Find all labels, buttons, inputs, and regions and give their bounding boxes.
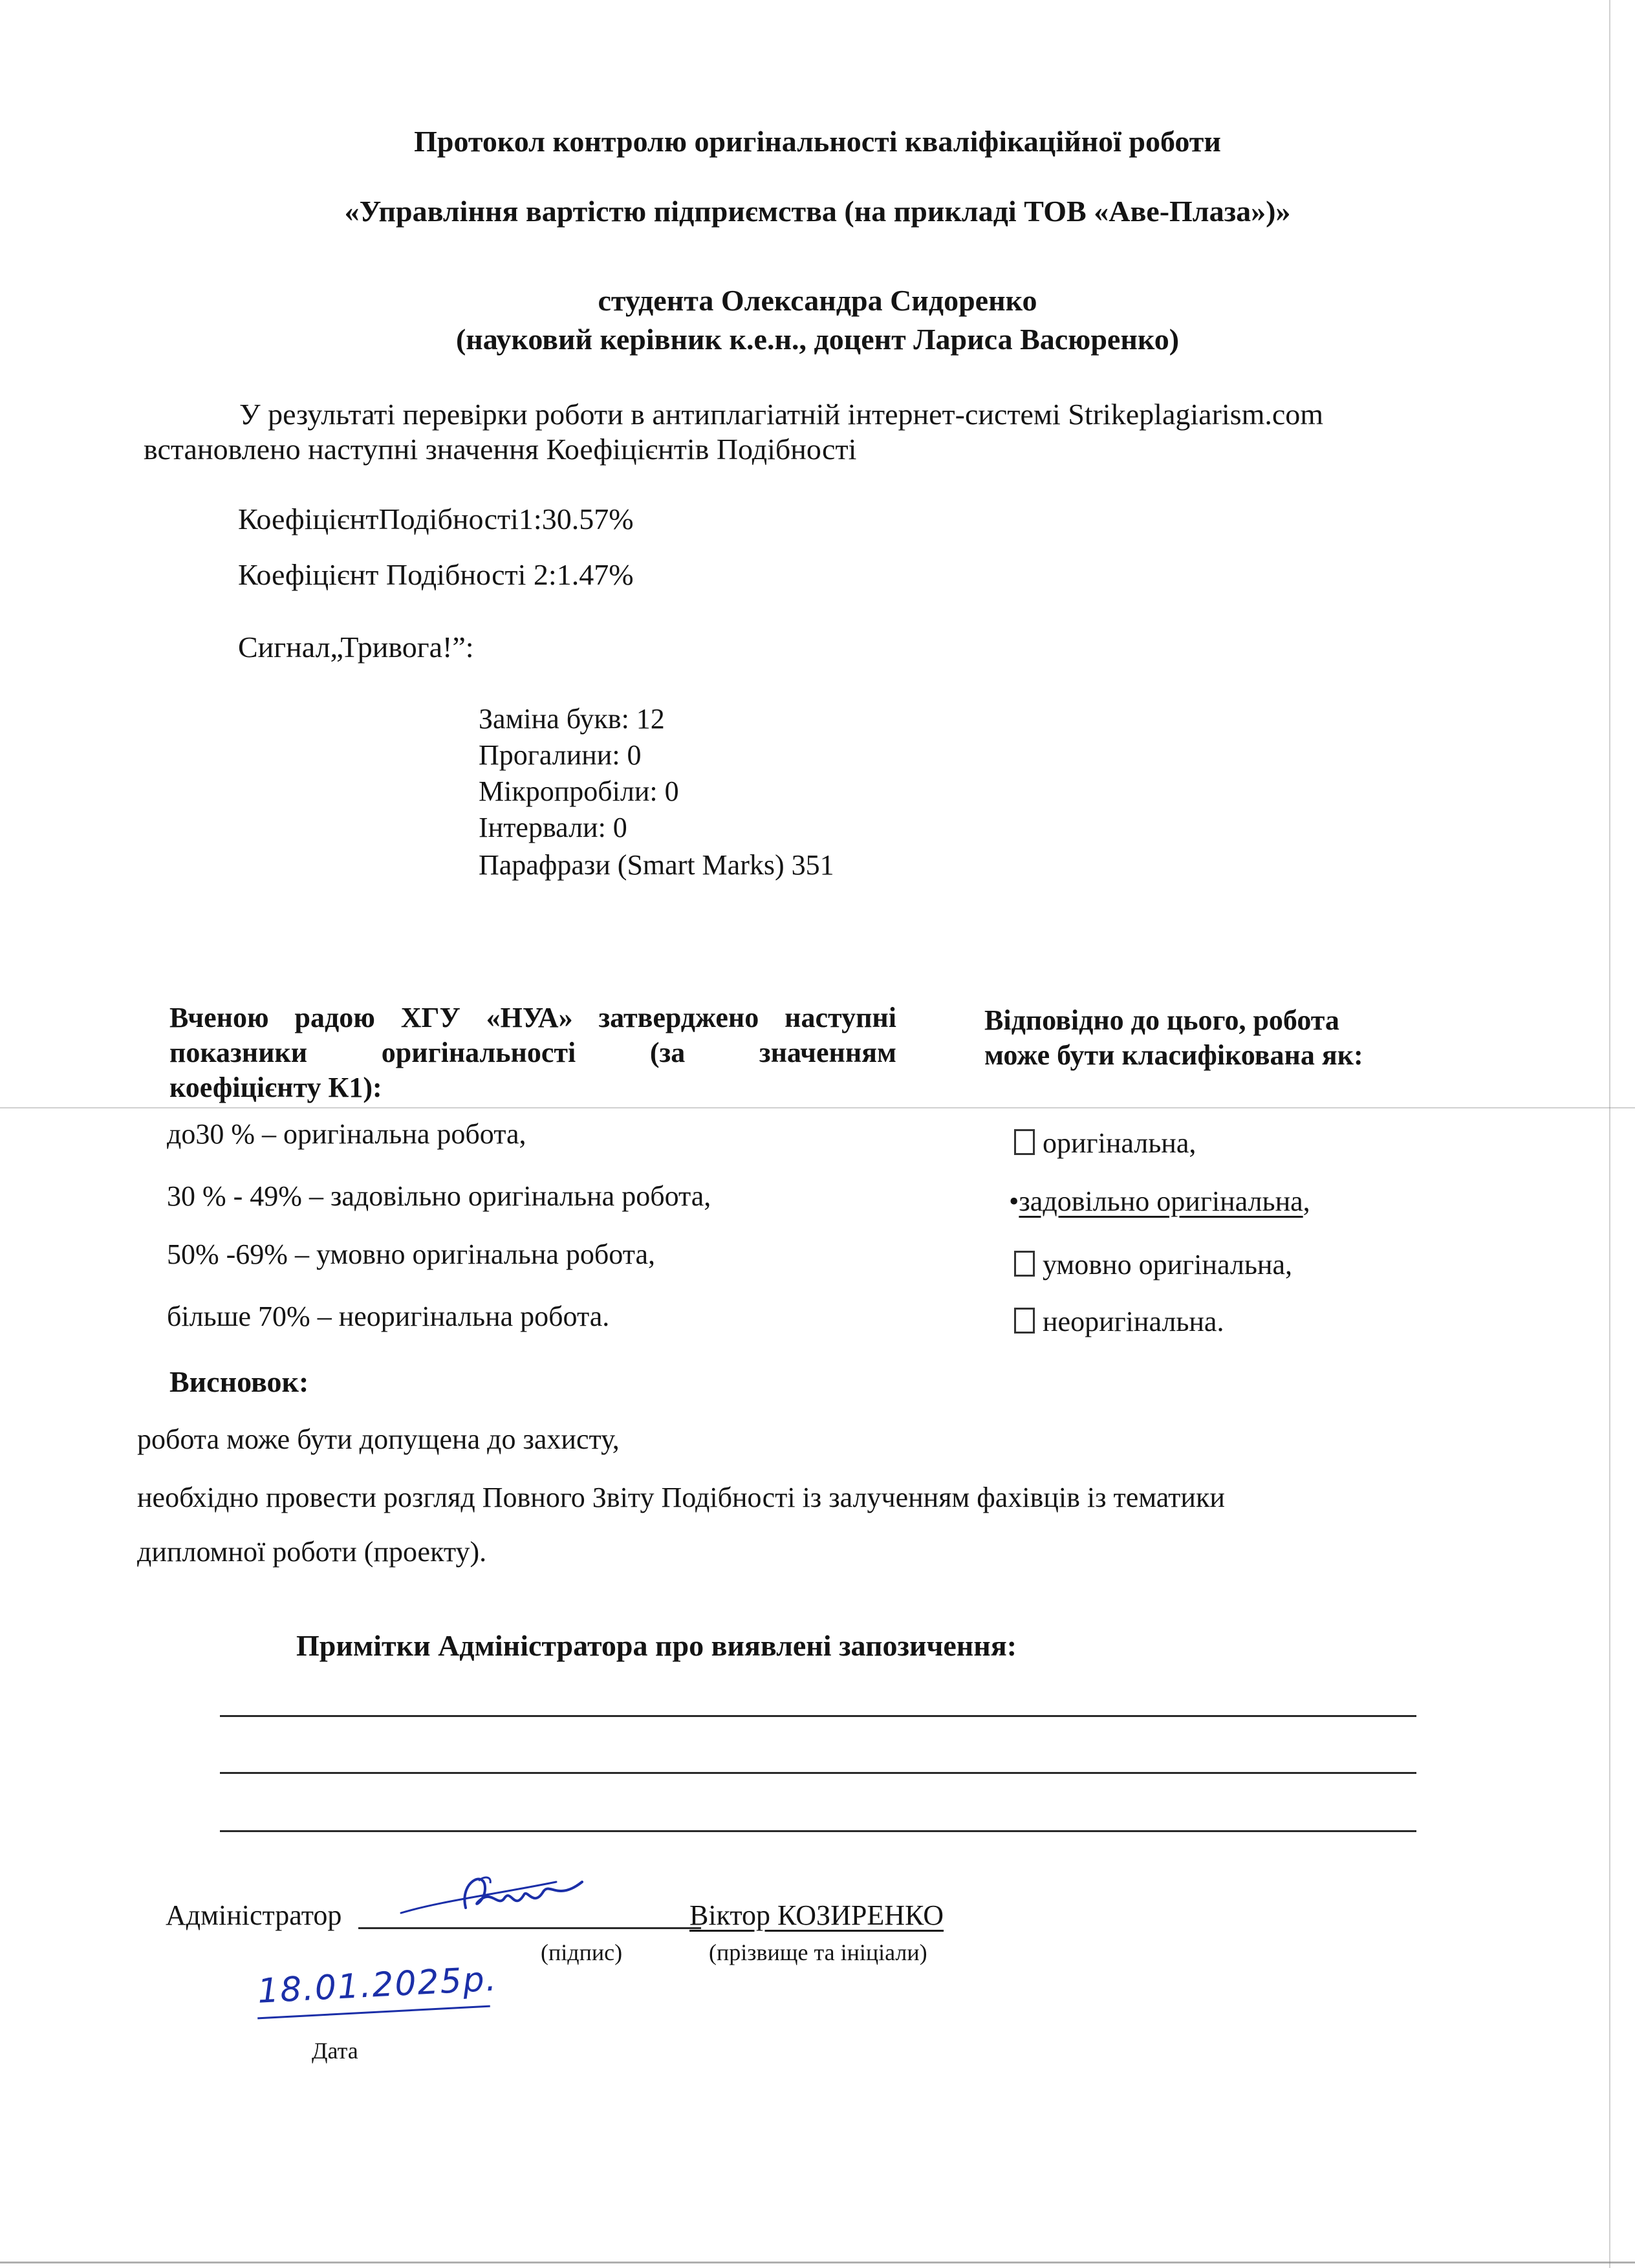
criteria-heading-line-1: Вченою радою ХГУ «НУА» затверджено наступні bbox=[169, 1002, 896, 1033]
work-title: «Управління вартістю підприємства (на прикладі ТОВ «Аве-Плаза»)» bbox=[344, 195, 1291, 228]
classification-option-label: умовно оригінальна, bbox=[1043, 1249, 1292, 1280]
classification-option bbox=[1014, 1127, 1196, 1160]
alarm-item: Прогалини: 0 bbox=[479, 739, 642, 771]
date-caption: Дата bbox=[312, 2038, 358, 2064]
signature-caption: (підпис) bbox=[541, 1939, 623, 1965]
classification-option-label: неоригінальна. bbox=[1043, 1306, 1224, 1337]
conclusion-line-3: дипломної роботи (проекту). bbox=[137, 1536, 487, 1568]
classification-option-suffix: , bbox=[1303, 1185, 1310, 1217]
classification-option bbox=[1014, 1248, 1292, 1281]
alarm-item: Заміна букв: 12 bbox=[479, 703, 665, 735]
coefficient-2: Коефіцієнт Подібності 2:1.47% bbox=[238, 558, 634, 591]
fold-line-bottom bbox=[0, 2262, 1635, 2263]
notes-line bbox=[220, 1715, 1416, 1717]
empty-checkbox-icon bbox=[1014, 1308, 1035, 1334]
empty-checkbox-icon bbox=[1014, 1129, 1035, 1155]
notes-line bbox=[220, 1772, 1416, 1774]
classification-heading-line-1: Відповідно до цього, робота bbox=[984, 1004, 1339, 1036]
classification-option-selected bbox=[1009, 1185, 1310, 1218]
notes-line bbox=[220, 1830, 1416, 1832]
criteria-item: 50% -69% – умовно оригінальна робота, bbox=[167, 1238, 656, 1270]
classification-option-label: задовільно оригінальна bbox=[1019, 1185, 1303, 1217]
signature-icon bbox=[388, 1863, 595, 1934]
empty-checkbox-icon bbox=[1014, 1251, 1035, 1277]
conclusion-line-1: робота може бути допущена до захисту, bbox=[137, 1423, 620, 1455]
criteria-item: до30 % – оригінальна робота, bbox=[167, 1118, 526, 1150]
conclusion-line-2: необхідно провести розгляд Повного Звіту Подібності із залученням фахівців із тематики bbox=[137, 1482, 1225, 1513]
intro-line-2: встановлено наступні значення Коефіцієнтів Подібності bbox=[144, 433, 857, 466]
fold-line-horizontal bbox=[0, 1107, 1635, 1108]
criteria-heading-line-3: коефіцієнту К1): bbox=[169, 1072, 382, 1103]
administrator-label: Адміністратор bbox=[166, 1899, 342, 1931]
classification-option bbox=[1014, 1305, 1224, 1338]
student-name: студента Олександра Сидоренко bbox=[598, 284, 1037, 317]
alarm-item: Мікропробіли: 0 bbox=[479, 775, 679, 807]
notes-heading: Примітки Адміністратора про виявлені запозичення: bbox=[296, 1629, 1017, 1662]
criteria-item: більше 70% – неоригінальна робота. bbox=[167, 1301, 610, 1332]
alarm-label: Сигнал„Тривога!”: bbox=[238, 631, 474, 664]
intro-line-1: У результаті перевірки роботи в антиплагіатній інтернет-системі Strikeplagiarism.com bbox=[239, 398, 1324, 431]
name-caption: (прізвище та ініціали) bbox=[709, 1939, 927, 1965]
conclusion-heading: Висновок: bbox=[169, 1365, 309, 1398]
supervisor: (науковий керівник к.е.н., доцент Лариса Васюренко) bbox=[455, 323, 1180, 356]
classification-heading-line-2: може бути класифікована як: bbox=[984, 1039, 1363, 1071]
criteria-item: 30 % - 49% – задовільно оригінальна робота, bbox=[167, 1180, 711, 1212]
handwritten-date: 18.01.2025р. bbox=[256, 1960, 499, 2011]
document-title: Протокол контролю оригінальності кваліфікаційної роботи bbox=[414, 125, 1221, 158]
criteria-heading-line-2: показники оригінальності (за значенням bbox=[169, 1037, 896, 1068]
administrator-name: Віктор КОЗИРЕНКО bbox=[689, 1899, 944, 1931]
coefficient-1: КоефіцієнтПодібності1:30.57% bbox=[238, 502, 634, 535]
alarm-item: Інтервали: 0 bbox=[479, 812, 627, 843]
classification-option-label: оригінальна, bbox=[1043, 1127, 1196, 1159]
selected-bullet-icon: • bbox=[1009, 1185, 1019, 1217]
alarm-item: Парафрази (Smart Marks) 351 bbox=[479, 849, 834, 881]
